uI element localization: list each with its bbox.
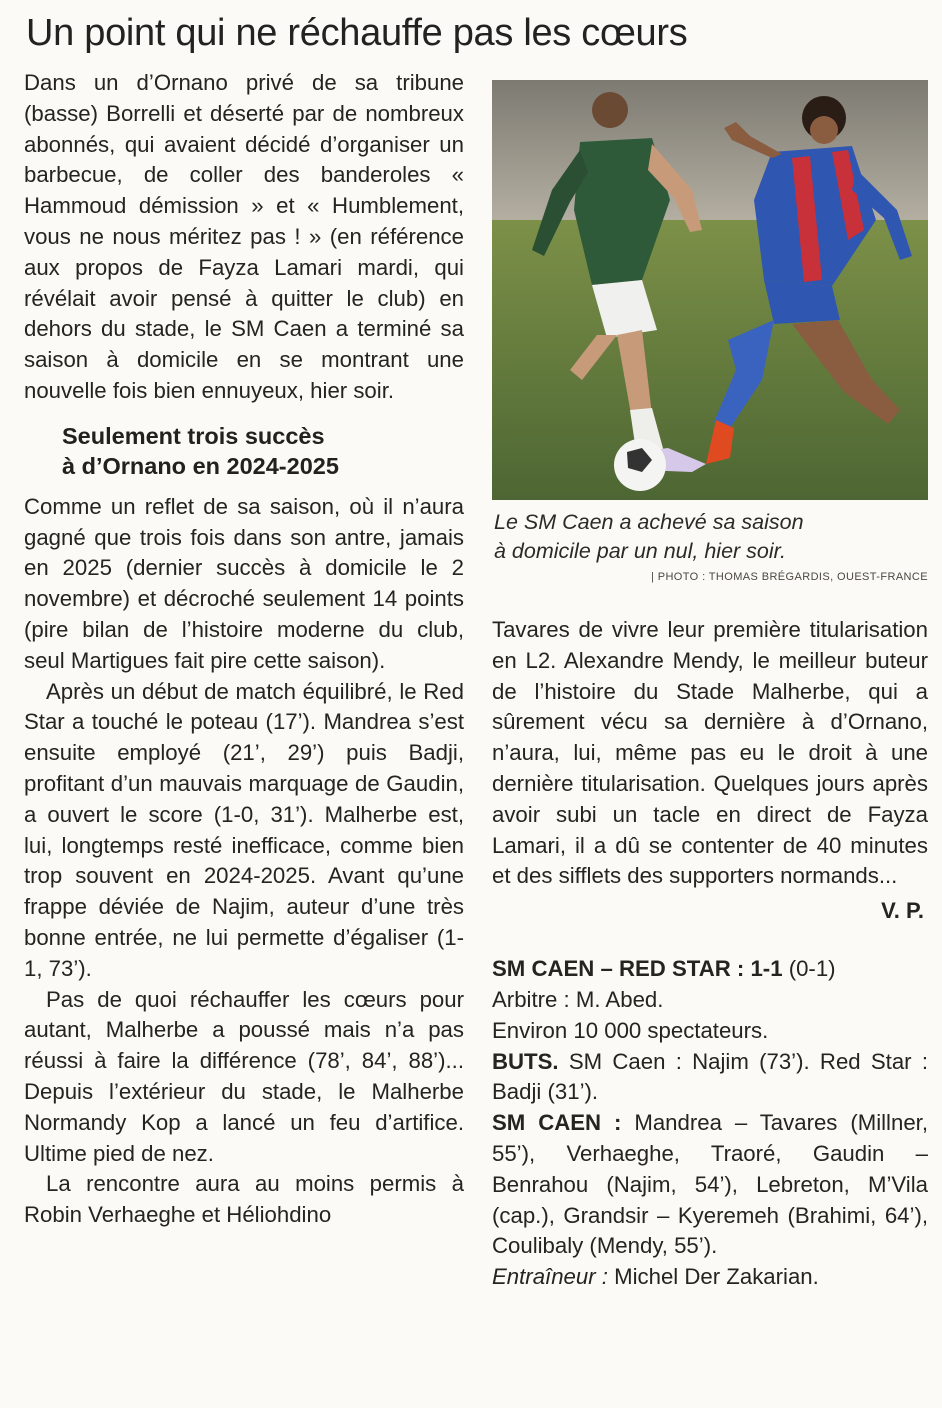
photo-credit: | PHOTO : THOMAS BRÉGARDIS, OUEST-FRANCE bbox=[651, 571, 928, 583]
subheading bbox=[62, 421, 464, 481]
left-column bbox=[24, 68, 464, 1231]
author-signature: V. P. bbox=[881, 898, 924, 924]
coach-label: Entraîneur : bbox=[492, 1264, 608, 1290]
coach-line bbox=[492, 1262, 928, 1293]
paragraph-3: Pas de quoi réchauffer les cœurs pour autant, Malherbe a poussé mais n’a pas réussi à faire la différence (78’, 84’, 88’)... Depuis l’extérieur du stade, le Malherbe Normandy Kop a lancé un feu d’artifice. Ultime pied de nez. bbox=[24, 986, 464, 1166]
photo-caption bbox=[494, 508, 928, 565]
caption-line-2: à domicile par un nul, hier soir. bbox=[494, 538, 786, 563]
half-time-score: (0-1) bbox=[788, 956, 836, 982]
goals-line bbox=[492, 1047, 928, 1109]
article-headline: Un point qui ne réchauffe pas les cœurs bbox=[26, 12, 688, 54]
article-body-left bbox=[24, 68, 464, 1231]
article-body-right bbox=[492, 615, 928, 892]
match-score: SM CAEN – RED STAR : 1-1 bbox=[492, 956, 783, 982]
goals-label: BUTS. bbox=[492, 1048, 559, 1074]
referee: Arbitre : M. Abed. bbox=[492, 986, 664, 1012]
caption-line-1: Le SM Caen a achevé sa saison bbox=[494, 510, 804, 534]
paragraph-1: Comme un reflet de sa saison, où il n’aura gagné que trois fois dans son antre, jamais en 2025 (dernier succès à domicile le 2 novembre) et décroché seulement 14 points (pire bilan de l’histoire moderne du club, seul Martigues fait pire cette saison). bbox=[24, 493, 464, 673]
attendance: Environ 10 000 spectateurs. bbox=[492, 1017, 769, 1043]
paragraph-4: La rencontre aura au moins permis à Robin Verhaeghe et Héliohdino bbox=[24, 1171, 464, 1228]
paragraph-2: Après un début de match équilibré, le Red Star a touché le poteau (17’). Mandrea s’est ensuite employé (21’, 29’) puis Badji, profitant d’un mauvais marquage de Gaudin, a ouvert le score (1-0, 31’). Malherbe est, lui, longtemps resté inefficace, comme bien trop souvent en 2024-2025. Avant qu’une frappe déviée de Najim, auteur d’une très bonne entrée, ne lui permette d’égaliser (1-1, 73’). bbox=[24, 678, 464, 981]
match-photo bbox=[492, 80, 928, 500]
lineup-label: SM CAEN : bbox=[492, 1110, 622, 1136]
subheading-line-1: Seulement trois succès bbox=[62, 422, 325, 449]
match-score-line bbox=[492, 954, 928, 985]
goals-text: SM Caen : Najim (73’). Red Star : Badji (31’). bbox=[492, 1048, 929, 1105]
match-facts-box bbox=[492, 954, 928, 1293]
lineup-line bbox=[492, 1108, 928, 1262]
intro-paragraph: Dans un d’Ornano privé de sa tribune (basse) Borrelli et déserté par de nombreux abonnés, qui avaient décidé d’organiser un barbecue, de coller des banderoles « Hammoud démission » et « Humblement, vous ne nous méritez pas ! » (en référence aux propos de Fayza Lamari mardi, qui révélait avoir pensé à quitter le club) en dehors du stade, le SM Caen a terminé sa saison à domicile en se montrant une nouvelle fois bien ennuyeux, hier soir. bbox=[24, 70, 464, 403]
lineup-text: Mandrea – Tavares (Millner, 55’), Verhaeghe, Traoré, Gaudin – Benrahou (Najim, 54’), Lebreton, M’Vila (cap.), Grandsir – Kyeremeh (Brahimi, 64’), Coulibaly (Mendy, 55’). bbox=[492, 1110, 928, 1259]
paragraph-5: Tavares de vivre leur première titularisation en L2. Alexandre Mendy, le meilleur buteur de l’histoire du Stade Malherbe, qui a sûrement vécu sa dernière à d’Ornano, n’aura, lui, même pas eu le droit à une dernière titularisation. Quelques jours après avoir subi un tacle en direct de Fayza Lamari, il a dû se contenter de 40 minutes et des sifflets des supporters normands... bbox=[492, 617, 928, 889]
coach-name: Michel Der Zakarian. bbox=[614, 1264, 819, 1290]
subheading-line-2: à d’Ornano en 2024-2025 bbox=[62, 452, 339, 479]
right-column bbox=[492, 80, 928, 1293]
